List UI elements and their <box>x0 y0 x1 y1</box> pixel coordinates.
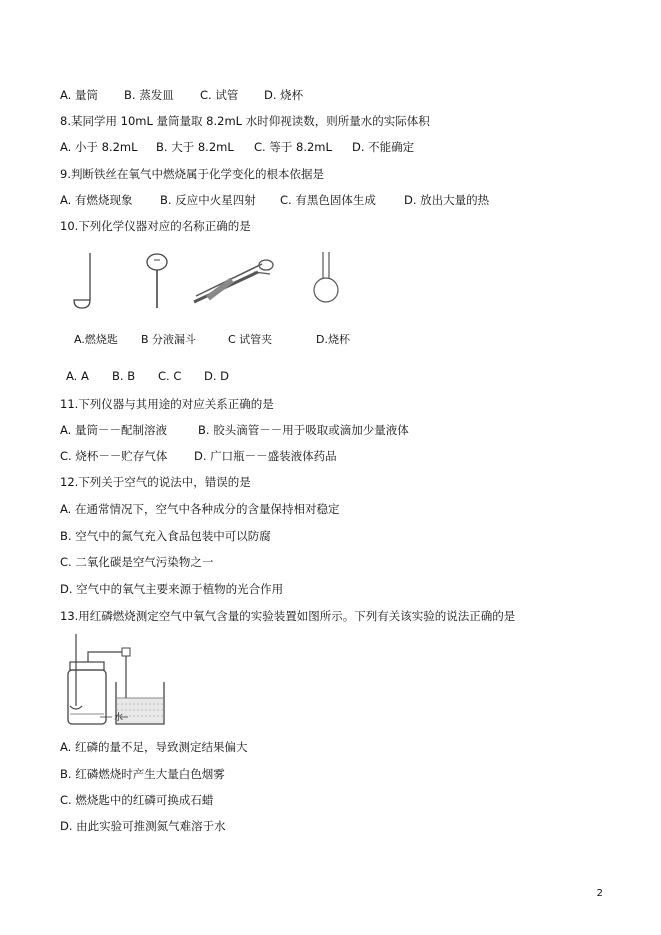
caption-d: D.烧杯 <box>316 333 350 346</box>
q9-stem: 9.判断铁丝在氧气中燃烧属于化学变化的根本依据是 <box>60 167 324 181</box>
q8-option-a: A. 小于 8.2mL <box>60 140 138 154</box>
caption-a: A.燃烧匙 <box>74 333 118 346</box>
q11-option-d: D. 广口瓶－－盛装液体药品 <box>194 449 337 463</box>
q11-row1 <box>60 422 409 438</box>
q7-option-a: A. 量筒 <box>60 88 98 102</box>
q9-option-a: A. 有燃烧现象 <box>60 193 133 207</box>
page-number: 2 <box>596 888 603 899</box>
q10-option-b: B. B <box>112 369 136 383</box>
q11-option-b: B. 胶头滴管－－用于吸取或滴加少量液体 <box>198 423 409 437</box>
q10-options <box>66 368 229 384</box>
q10-option-c: C. C <box>158 369 182 383</box>
water-label: 水 <box>114 713 124 723</box>
q7-options <box>60 87 303 103</box>
q11-stem: 11.下列仪器与其用途的对应关系正确的是 <box>60 397 274 411</box>
q9-option-b: B. 反应中火星四射 <box>160 193 256 207</box>
q12-option-c: C. 二氧化碳是空气污染物之一 <box>60 555 214 569</box>
q12-option-b: B. 空气中的氮气充入食品包装中可以防腐 <box>60 529 271 543</box>
q12-option-d: D. 空气中的氧气主要来源于植物的光合作用 <box>60 582 284 596</box>
q9-option-c: C. 有黑色固体生成 <box>280 193 376 207</box>
q12-option-a: A. 在通常情况下，空气中各种成分的含量保持相对稳定 <box>60 502 340 516</box>
q8-option-c: C. 等于 8.2mL <box>254 140 332 154</box>
q10-option-d: D. D <box>204 369 230 383</box>
q7-option-d: D. 烧杯 <box>264 88 304 102</box>
q8-options <box>60 139 414 155</box>
q8-option-d: D. 不能确定 <box>352 140 415 154</box>
q10-stem: 10.下列化学仪器对应的名称正确的是 <box>60 219 251 233</box>
flask-figure <box>308 248 344 308</box>
q13-option-b: B. 红磷燃烧时产生大量白色烟雾 <box>60 767 225 781</box>
caption-c: C 试管夹 <box>228 333 273 346</box>
q11-option-c: C. 烧杯－－贮存气体 <box>60 449 168 463</box>
q12-stem: 12.下列关于空气的说法中，错误的是 <box>60 475 251 489</box>
q9-option-d: D. 放出大量的热 <box>404 193 490 207</box>
q11-option-a: A. 量筒－－配制溶液 <box>60 423 167 437</box>
q9-options <box>60 192 489 208</box>
separatory-funnel-figure <box>143 250 173 315</box>
q13-option-c: C. 燃烧匙中的红磷可换成石蜡 <box>60 793 214 807</box>
test-tube-clamp-figure <box>188 252 278 312</box>
q8-option-b: B. 大于 8.2mL <box>156 140 234 154</box>
q11-row2 <box>60 448 337 464</box>
q7-option-b: B. 蒸发皿 <box>124 88 174 102</box>
q13-option-d: D. 由此实验可推测氮气难溶于水 <box>60 819 226 833</box>
combustion-spoon-figure <box>66 248 106 313</box>
q10-option-a: A. A <box>66 369 89 383</box>
q8-stem: 8.某同学用 10mL 量筒量取 8.2mL 水时仰视读数，则所量水的实际体积 <box>60 114 430 128</box>
q13-stem: 13.用红磷燃烧测定空气中氧气含量的实验装置如图所示。下列有关该实验的说法正确的是 <box>60 609 516 623</box>
q7-option-c: C. 试管 <box>200 88 239 102</box>
q13-option-a: A. 红磷的量不足，导致测定结果偏大 <box>60 740 248 754</box>
caption-b: B 分液漏斗 <box>141 333 197 346</box>
